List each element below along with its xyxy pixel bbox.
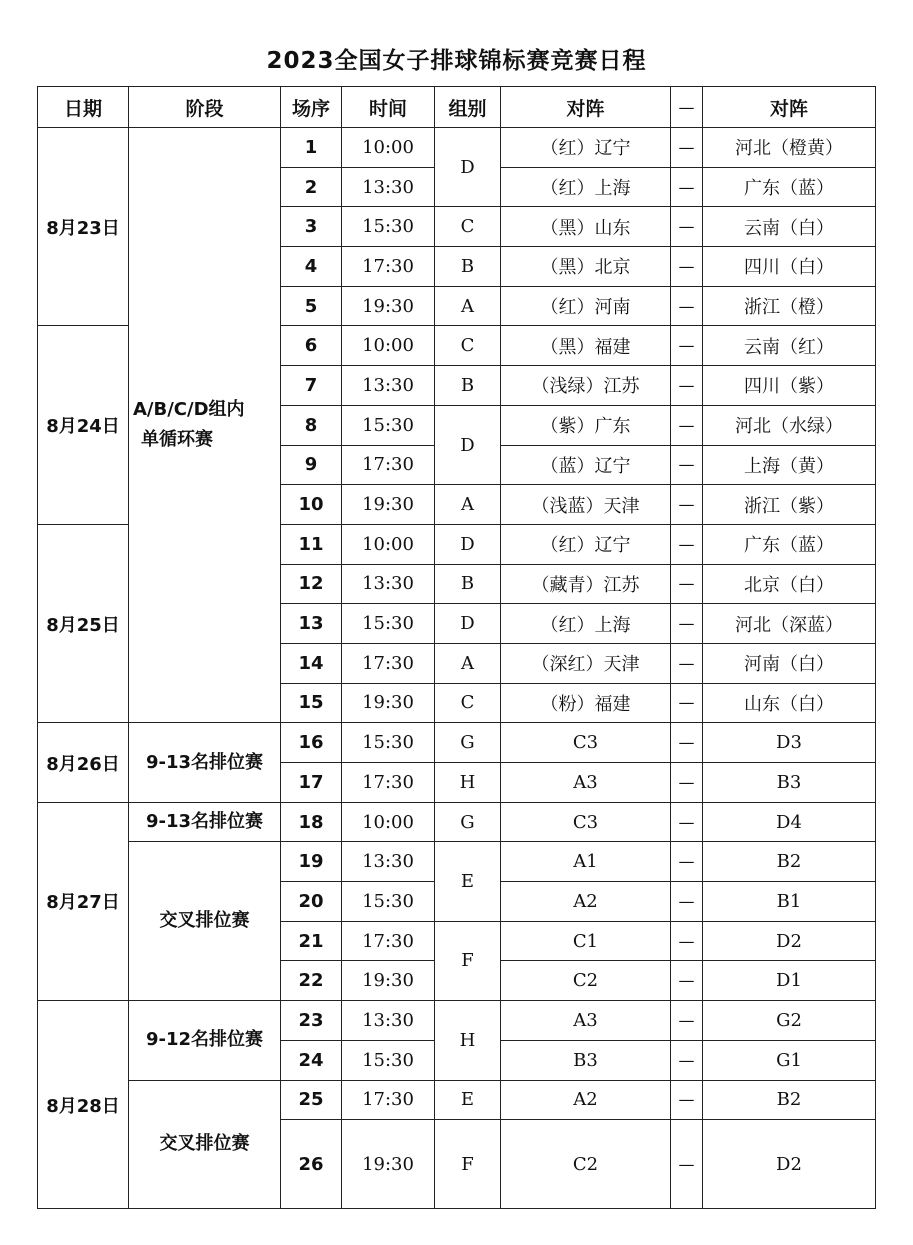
date-cell: 8月26日 (38, 723, 129, 802)
table-row (38, 1001, 876, 1041)
match-time: 15:30 (342, 723, 435, 763)
group-cell: C (435, 683, 501, 723)
group-cell: H (435, 763, 501, 803)
dash-cell: — (671, 564, 703, 604)
dash-cell: — (671, 247, 703, 287)
team1-cell: （黑）山东 (501, 207, 671, 247)
match-time: 19:30 (342, 1120, 435, 1209)
match-time: 17:30 (342, 247, 435, 287)
team2-cell: D3 (703, 723, 876, 763)
team2-cell: 广东（蓝） (703, 524, 876, 564)
match-time: 15:30 (342, 207, 435, 247)
match-time: 10:00 (342, 128, 435, 168)
team2-cell: 四川（白） (703, 247, 876, 287)
team2-cell: D1 (703, 961, 876, 1001)
dash-cell: — (671, 128, 703, 168)
team2-cell: 云南（红） (703, 326, 876, 366)
date-cell: 8月28日 (38, 1001, 129, 1209)
match-number: 22 (281, 961, 342, 1001)
group-cell: B (435, 564, 501, 604)
team2-cell: 山东（白） (703, 683, 876, 723)
team1-cell: A3 (501, 763, 671, 803)
group-cell: D (435, 524, 501, 564)
page-title: 2023全国女子排球锦标赛竞赛日程 (266, 48, 647, 74)
table-row (38, 842, 876, 882)
stage-cell: 交叉排位赛 (129, 842, 281, 1001)
dash-cell: — (671, 683, 703, 723)
group-cell: A (435, 643, 501, 683)
dash-cell: — (671, 366, 703, 406)
team2-cell: 上海（黄） (703, 445, 876, 485)
team2-cell: G1 (703, 1040, 876, 1080)
stage-line: A/B/C/D组内 (133, 399, 245, 421)
team1-cell: A2 (501, 1080, 671, 1120)
match-time: 15:30 (342, 604, 435, 644)
match-time: 13:30 (342, 564, 435, 604)
group-cell: A (435, 286, 501, 326)
table-row (38, 802, 876, 842)
dash-cell: — (671, 604, 703, 644)
group-cell: E (435, 842, 501, 921)
match-time: 15:30 (342, 1040, 435, 1080)
team2-cell: B3 (703, 763, 876, 803)
match-number: 19 (281, 842, 342, 882)
team1-cell: C3 (501, 802, 671, 842)
team1-cell: A2 (501, 882, 671, 922)
team1-cell: C2 (501, 961, 671, 1001)
dash-cell: — (671, 643, 703, 683)
team1-cell: （红）辽宁 (501, 128, 671, 168)
match-number: 5 (281, 286, 342, 326)
dash-cell: — (671, 326, 703, 366)
match-number: 12 (281, 564, 342, 604)
team2-cell: D2 (703, 921, 876, 961)
stage-cell: 交叉排位赛 (129, 1080, 281, 1209)
match-number: 24 (281, 1040, 342, 1080)
dash-cell: — (671, 485, 703, 525)
team1-cell: B3 (501, 1040, 671, 1080)
team1-cell: （红）辽宁 (501, 524, 671, 564)
team1-cell: （黑）福建 (501, 326, 671, 366)
group-cell: D (435, 604, 501, 644)
dash-cell: — (671, 961, 703, 1001)
match-time: 10:00 (342, 326, 435, 366)
group-cell: A (435, 485, 501, 525)
table-row (38, 723, 876, 763)
dash-cell: — (671, 882, 703, 922)
team1-cell: （藏青）江苏 (501, 564, 671, 604)
header-dash: — (671, 87, 703, 128)
team1-cell: （紫）广东 (501, 405, 671, 445)
team2-cell: 河北（水绿） (703, 405, 876, 445)
group-cell: F (435, 921, 501, 1000)
match-time: 19:30 (342, 683, 435, 723)
dash-cell: — (671, 207, 703, 247)
header-row (38, 87, 876, 128)
match-number: 15 (281, 683, 342, 723)
date-cell: 8月27日 (38, 802, 129, 1000)
team1-cell: （黑）北京 (501, 247, 671, 287)
group-cell: C (435, 207, 501, 247)
group-cell: D (435, 128, 501, 207)
team2-cell: 浙江（紫） (703, 485, 876, 525)
match-number: 9 (281, 445, 342, 485)
schedule-table (37, 86, 876, 1209)
match-time: 17:30 (342, 921, 435, 961)
match-time: 13:30 (342, 366, 435, 406)
team2-cell: B2 (703, 842, 876, 882)
match-number: 7 (281, 366, 342, 406)
match-time: 13:30 (342, 842, 435, 882)
team2-cell: D4 (703, 802, 876, 842)
match-number: 18 (281, 802, 342, 842)
dash-cell: — (671, 445, 703, 485)
date-cell: 8月25日 (38, 524, 129, 722)
match-number: 26 (281, 1120, 342, 1209)
team1-cell: C3 (501, 723, 671, 763)
team2-cell: 四川（紫） (703, 366, 876, 406)
team2-cell: 河南（白） (703, 643, 876, 683)
match-time: 19:30 (342, 286, 435, 326)
match-number: 1 (281, 128, 342, 168)
stage-cell: 9-12名排位赛 (129, 1001, 281, 1080)
match-number: 4 (281, 247, 342, 287)
table-row (38, 128, 876, 168)
team2-cell: B2 (703, 1080, 876, 1120)
team2-cell: 云南（白） (703, 207, 876, 247)
match-time: 15:30 (342, 405, 435, 445)
match-time: 13:30 (342, 167, 435, 207)
match-number: 10 (281, 485, 342, 525)
group-cell: H (435, 1001, 501, 1080)
group-cell: F (435, 1120, 501, 1209)
team1-cell: （红）河南 (501, 286, 671, 326)
stage-cell: 9-13名排位赛 (129, 802, 281, 842)
team2-cell: G2 (703, 1001, 876, 1041)
header-team2: 对阵 (703, 87, 876, 128)
team2-cell: B1 (703, 882, 876, 922)
table-row (38, 1080, 876, 1120)
match-number: 17 (281, 763, 342, 803)
group-cell: G (435, 723, 501, 763)
team1-cell: （浅绿）江苏 (501, 366, 671, 406)
match-number: 21 (281, 921, 342, 961)
match-time: 10:00 (342, 524, 435, 564)
match-number: 3 (281, 207, 342, 247)
dash-cell: — (671, 723, 703, 763)
group-cell: D (435, 405, 501, 484)
header-order: 场序 (281, 87, 342, 128)
match-number: 23 (281, 1001, 342, 1041)
dash-cell: — (671, 842, 703, 882)
match-time: 15:30 (342, 882, 435, 922)
header-stage: 阶段 (129, 87, 281, 128)
dash-cell: — (671, 1001, 703, 1041)
team2-cell: 河北（深蓝） (703, 604, 876, 644)
team1-cell: C2 (501, 1120, 671, 1209)
stage-line: 单循环赛 (141, 429, 213, 451)
match-number: 16 (281, 723, 342, 763)
match-time: 19:30 (342, 961, 435, 1001)
team1-cell: A3 (501, 1001, 671, 1041)
team2-cell: 北京（白） (703, 564, 876, 604)
team2-cell: 河北（橙黄） (703, 128, 876, 168)
dash-cell: — (671, 286, 703, 326)
dash-cell: — (671, 1080, 703, 1120)
dash-cell: — (671, 921, 703, 961)
dash-cell: — (671, 763, 703, 803)
match-number: 11 (281, 524, 342, 564)
dash-cell: — (671, 405, 703, 445)
match-number: 13 (281, 604, 342, 644)
dash-cell: — (671, 1120, 703, 1209)
team1-cell: A1 (501, 842, 671, 882)
header-group: 组别 (435, 87, 501, 128)
match-time: 13:30 (342, 1001, 435, 1041)
match-number: 6 (281, 326, 342, 366)
match-number: 25 (281, 1080, 342, 1120)
team1-cell: （浅蓝）天津 (501, 485, 671, 525)
match-time: 17:30 (342, 445, 435, 485)
group-cell: E (435, 1080, 501, 1120)
date-cell: 8月24日 (38, 326, 129, 524)
match-number: 2 (281, 167, 342, 207)
stage-cell (129, 128, 281, 723)
match-time: 17:30 (342, 763, 435, 803)
team2-cell: 广东（蓝） (703, 167, 876, 207)
dash-cell: — (671, 1040, 703, 1080)
team1-cell: C1 (501, 921, 671, 961)
group-cell: B (435, 366, 501, 406)
stage-cell: 9-13名排位赛 (129, 723, 281, 802)
match-time: 19:30 (342, 485, 435, 525)
match-number: 20 (281, 882, 342, 922)
match-number: 14 (281, 643, 342, 683)
match-time: 17:30 (342, 1080, 435, 1120)
group-cell: G (435, 802, 501, 842)
team1-cell: （粉）福建 (501, 683, 671, 723)
team2-cell: D2 (703, 1120, 876, 1209)
header-date: 日期 (38, 87, 129, 128)
dash-cell: — (671, 524, 703, 564)
match-time: 10:00 (342, 802, 435, 842)
header-team1: 对阵 (501, 87, 671, 128)
group-cell: B (435, 247, 501, 287)
date-cell: 8月23日 (38, 128, 129, 326)
match-number: 8 (281, 405, 342, 445)
match-time: 17:30 (342, 643, 435, 683)
team2-cell: 浙江（橙） (703, 286, 876, 326)
group-cell: C (435, 326, 501, 366)
team1-cell: （蓝）辽宁 (501, 445, 671, 485)
team1-cell: （红）上海 (501, 604, 671, 644)
header-time: 时间 (342, 87, 435, 128)
dash-cell: — (671, 802, 703, 842)
team1-cell: （红）上海 (501, 167, 671, 207)
dash-cell: — (671, 167, 703, 207)
team1-cell: （深红）天津 (501, 643, 671, 683)
